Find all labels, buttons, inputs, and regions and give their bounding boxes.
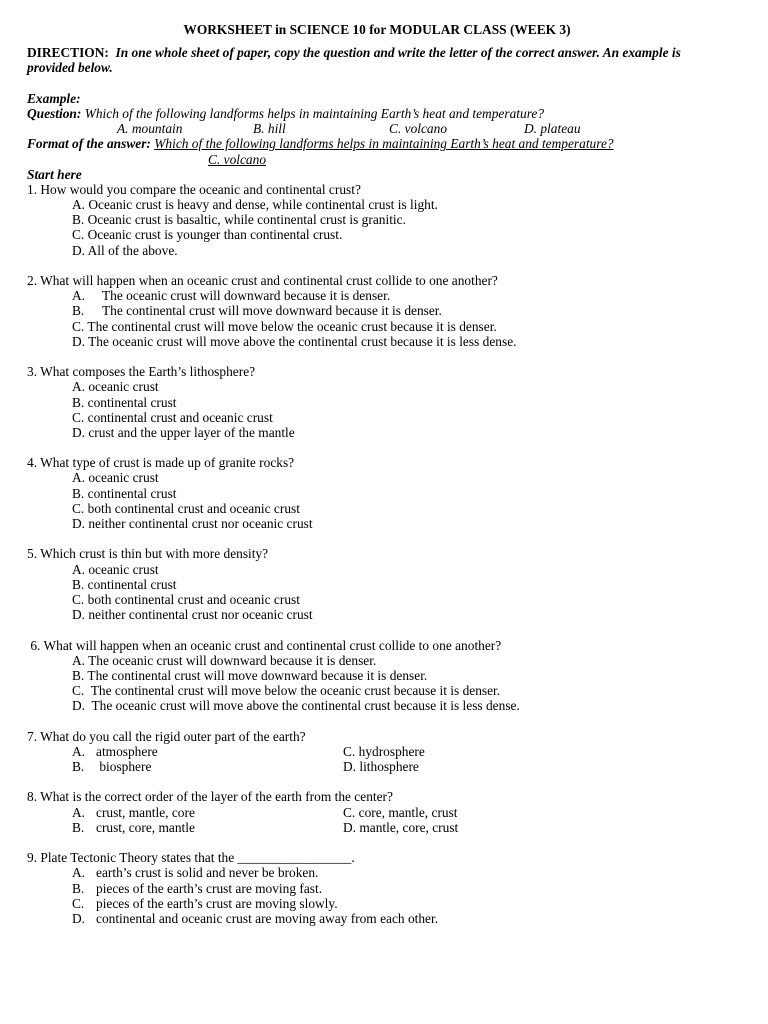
question-option bbox=[27, 865, 717, 880]
example-choice: B. hill bbox=[253, 121, 286, 137]
worksheet-page bbox=[27, 22, 717, 926]
question-option-row bbox=[27, 744, 717, 759]
question-stem: 7. What do you call the rigid outer part of the earth? bbox=[27, 728, 306, 744]
question-option bbox=[27, 881, 717, 896]
question-option: C. Oceanic crust is younger than continental crust. bbox=[72, 227, 343, 243]
question-option: A. Oceanic crust is heavy and dense, while continental crust is light. bbox=[72, 197, 438, 213]
question-option: B. continental crust bbox=[72, 485, 177, 501]
question-option: A. oceanic crust bbox=[72, 470, 159, 486]
example-choice: D. plateau bbox=[524, 121, 581, 137]
question-block bbox=[27, 729, 717, 775]
option-letter: A. bbox=[72, 865, 86, 881]
question-option: B. Oceanic crust is basaltic, while continental crust is granitic. bbox=[72, 212, 406, 228]
question-option: D. All of the above. bbox=[72, 242, 178, 258]
option-text: crust, core, mantle bbox=[96, 819, 195, 835]
question-block bbox=[27, 546, 717, 622]
example-format-label: Format of the answer: bbox=[27, 136, 151, 152]
option-text: The continental crust will move downward because it is denser. bbox=[102, 303, 442, 319]
question-block bbox=[27, 789, 717, 835]
question-option: C. The continental crust will move below the oceanic crust because it is denser. bbox=[72, 318, 497, 334]
question-option bbox=[27, 896, 717, 911]
example-choice: C. volcano bbox=[389, 121, 448, 137]
question-stem: 3. What composes the Earth’s lithosphere? bbox=[27, 364, 256, 380]
question-option-row bbox=[27, 805, 717, 820]
example-format-answer: C. volcano bbox=[208, 151, 267, 167]
option-letter: C. bbox=[72, 895, 85, 911]
option-letter: B. bbox=[72, 880, 85, 896]
option-letter: D. bbox=[72, 910, 86, 926]
direction-text: In one whole sheet of paper, copy the question and write the letter of the correct answer. An example is provided below. bbox=[27, 45, 681, 76]
question-option: C. continental crust and oceanic crust bbox=[72, 409, 273, 425]
question-option: A. oceanic crust bbox=[72, 379, 159, 395]
example-question bbox=[27, 106, 717, 121]
example-format-text: Which of the following landforms helps in maintaining Earth’s heat and temperature? bbox=[154, 136, 614, 152]
question-stem: 6. What will happen when an oceanic crust and continental crust collide to one another? bbox=[27, 637, 502, 653]
question-option: C. core, mantle, crust bbox=[343, 804, 458, 820]
question-option: C. both continental crust and oceanic crust bbox=[72, 591, 300, 607]
question-option bbox=[27, 303, 717, 318]
question-option-row bbox=[27, 820, 717, 835]
example-format bbox=[27, 136, 717, 151]
question-stem: 2. What will happen when an oceanic crust and continental crust collide to one another? bbox=[27, 273, 498, 289]
question-option: D. The oceanic crust will move above the continental crust because it is less dense. bbox=[72, 698, 520, 714]
question-option: C. hydrosphere bbox=[343, 743, 425, 759]
question-option: D. crust and the upper layer of the mantle bbox=[72, 424, 295, 440]
question-block bbox=[27, 182, 717, 258]
option-text: The oceanic crust will downward because it is denser. bbox=[102, 288, 391, 304]
option-text: continental and oceanic crust are moving away from each other. bbox=[96, 910, 439, 926]
question-option: B. continental crust bbox=[72, 394, 177, 410]
question-block bbox=[27, 638, 717, 714]
option-letter: B. bbox=[72, 759, 85, 775]
question-stem: 5. Which crust is thin but with more density? bbox=[27, 546, 269, 562]
option-text: atmosphere bbox=[96, 743, 158, 759]
question-option bbox=[27, 911, 717, 926]
question-option: D. neither continental crust nor oceanic crust bbox=[72, 516, 313, 532]
option-letter: A. bbox=[72, 804, 86, 820]
question-stem: 4. What type of crust is made up of granite rocks? bbox=[27, 455, 295, 471]
question-option: B. continental crust bbox=[72, 576, 177, 592]
question-option: C. The continental crust will move below the oceanic crust because it is denser. bbox=[72, 683, 501, 699]
example-choices bbox=[27, 121, 717, 136]
example-choice: A. mountain bbox=[117, 121, 183, 137]
example-heading: Example: bbox=[27, 90, 81, 106]
question-stem: 9. Plate Tectonic Theory states that the _________________. bbox=[27, 850, 355, 866]
question-option: A. oceanic crust bbox=[72, 561, 159, 577]
question-option-row bbox=[27, 759, 717, 774]
question-stem: 8. What is the correct order of the layer of the earth from the center? bbox=[27, 789, 393, 805]
question-option bbox=[27, 288, 717, 303]
option-letter: B. bbox=[72, 303, 85, 319]
question-option: B. The continental crust will move downward because it is denser. bbox=[72, 667, 428, 683]
question-stem: 1. How would you compare the oceanic and continental crust? bbox=[27, 181, 361, 197]
option-text: earth’s crust is solid and never be broken. bbox=[96, 865, 319, 881]
option-text: pieces of the earth’s crust are moving slowly. bbox=[96, 895, 338, 911]
question-block bbox=[27, 364, 717, 440]
question-block bbox=[27, 850, 717, 926]
direction-label: DIRECTION: bbox=[27, 45, 109, 61]
question-option: D. lithosphere bbox=[343, 759, 419, 775]
question-option: C. both continental crust and oceanic crust bbox=[72, 500, 300, 516]
question-option: D. neither continental crust nor oceanic crust bbox=[72, 607, 313, 623]
example-question-text: Which of the following landforms helps in maintaining Earth’s heat and temperature? bbox=[84, 105, 545, 121]
question-option: D. mantle, core, crust bbox=[343, 819, 459, 835]
direction-block bbox=[27, 45, 717, 75]
question-option: A. The oceanic crust will downward because it is denser. bbox=[72, 652, 377, 668]
option-letter: A. bbox=[72, 288, 86, 304]
option-text: pieces of the earth’s crust are moving fast. bbox=[96, 880, 323, 896]
worksheet-title: WORKSHEET in SCIENCE 10 for MODULAR CLASS (WEEK 3) bbox=[183, 22, 571, 37]
option-letter: B. bbox=[72, 819, 85, 835]
start-here-label: Start here bbox=[27, 166, 82, 182]
question-block bbox=[27, 455, 717, 531]
example-question-label: Question: bbox=[27, 105, 82, 121]
question-option: D. The oceanic crust will move above the continental crust because it is less dense. bbox=[72, 333, 517, 349]
option-text: crust, mantle, core bbox=[96, 804, 195, 820]
option-text: biosphere bbox=[96, 759, 152, 775]
question-block bbox=[27, 273, 717, 349]
option-letter: A. bbox=[72, 743, 86, 759]
